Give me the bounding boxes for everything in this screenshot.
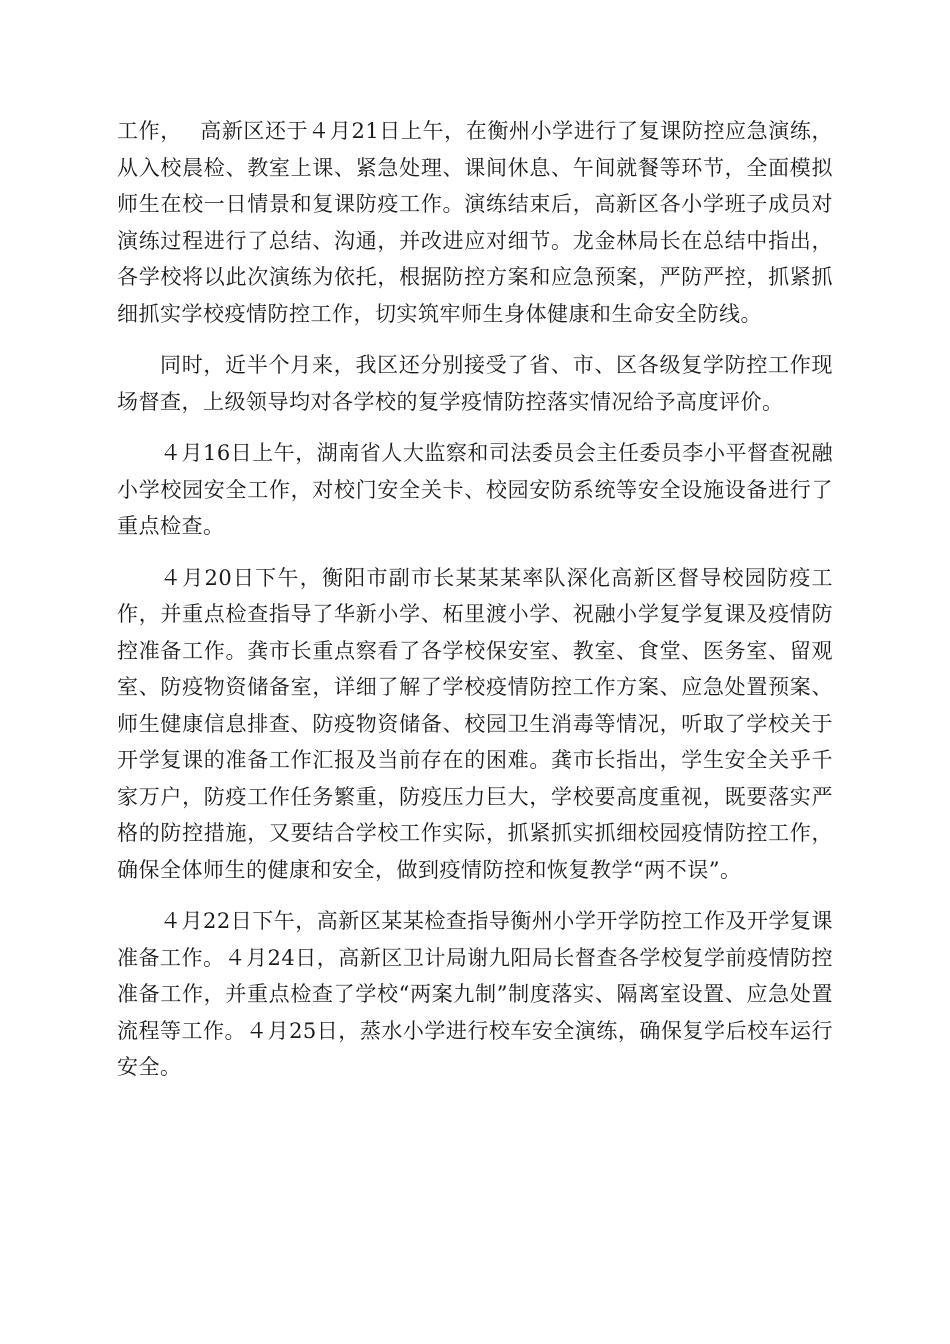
paragraph-drill-continuation: 工作， 高新区还于４月21日上午，在衡州小学进行了复课防控应急演练，从入校晨检、教室上课、紧急处理、课间休息、午间就餐等环节，全面模拟师生在校一日情景和复课防疫工作。演练结束后，高新区各小学班子成员对演练过程进行了总结、沟通，并改进应对细节。龙金林局长在总结中指出，各学校将以此次演练为依托，根据防控方案和应急预案，严防严控，抓紧抓细抓实学校疫情防控工作，切实筑牢师生身体健康和生命安全防线。 bbox=[117, 119, 833, 326]
paragraph-inspections-summary: 同时，近半个月来，我区还分别接受了省、市、区各级复学防控工作现场督查，上级领导均对各学校的复学疫情防控落实情况给予高度评价。 bbox=[117, 353, 833, 414]
paragraph-april-22: ４月22日下午，高新区某某检查指导衡州小学开学防控工作及开学复课准备工作。４月24日，高新区卫计局谢九阳局长督查各学校复学前疫情防控准备工作，并重点检查了学校“两案九制”制度落实、隔离室设置、应急处置流程等工作。４月25日，蒸水小学进行校车安全演练，确保复学后校车运行安全。 bbox=[117, 909, 833, 1079]
document-body bbox=[117, 113, 833, 1086]
paragraph-april-20: ４月20日下午，衡阳市副市长某某某率队深化高新区督导校园防疫工作，并重点检查指导了华新小学、柘里渡小学、祝融小学复学复课及疫情防控准备工作。龚市长重点察看了各学校保安室、教室、食堂、医务室、留观室、防疫物资储备室，详细了解了学校疫情防控工作方案、应急处置预案、师生健康信息排查、防疫物资储备、校园卫生消毒等情况，听取了学校关于开学复课的准备工作汇报及当前存在的困难。龚市长指出，学生安全关乎千家万户，防疫工作任务繁重，防疫压力巨大，学校要高度重视，既要落实严格的防控措施，又要结合学校工作实际，抓紧抓实抓细校园疫情防控工作，确保全体师生的健康和安全，做到疫情防控和恢复教学“两不误”。 bbox=[117, 565, 833, 882]
paragraph-april-16: ４月16日上午，湖南省人大监察和司法委员会主任委员李小平督查祝融小学校园安全工作，对校门安全关卡、校园安防系统等安全设施设备进行了重点检查。 bbox=[117, 441, 833, 538]
